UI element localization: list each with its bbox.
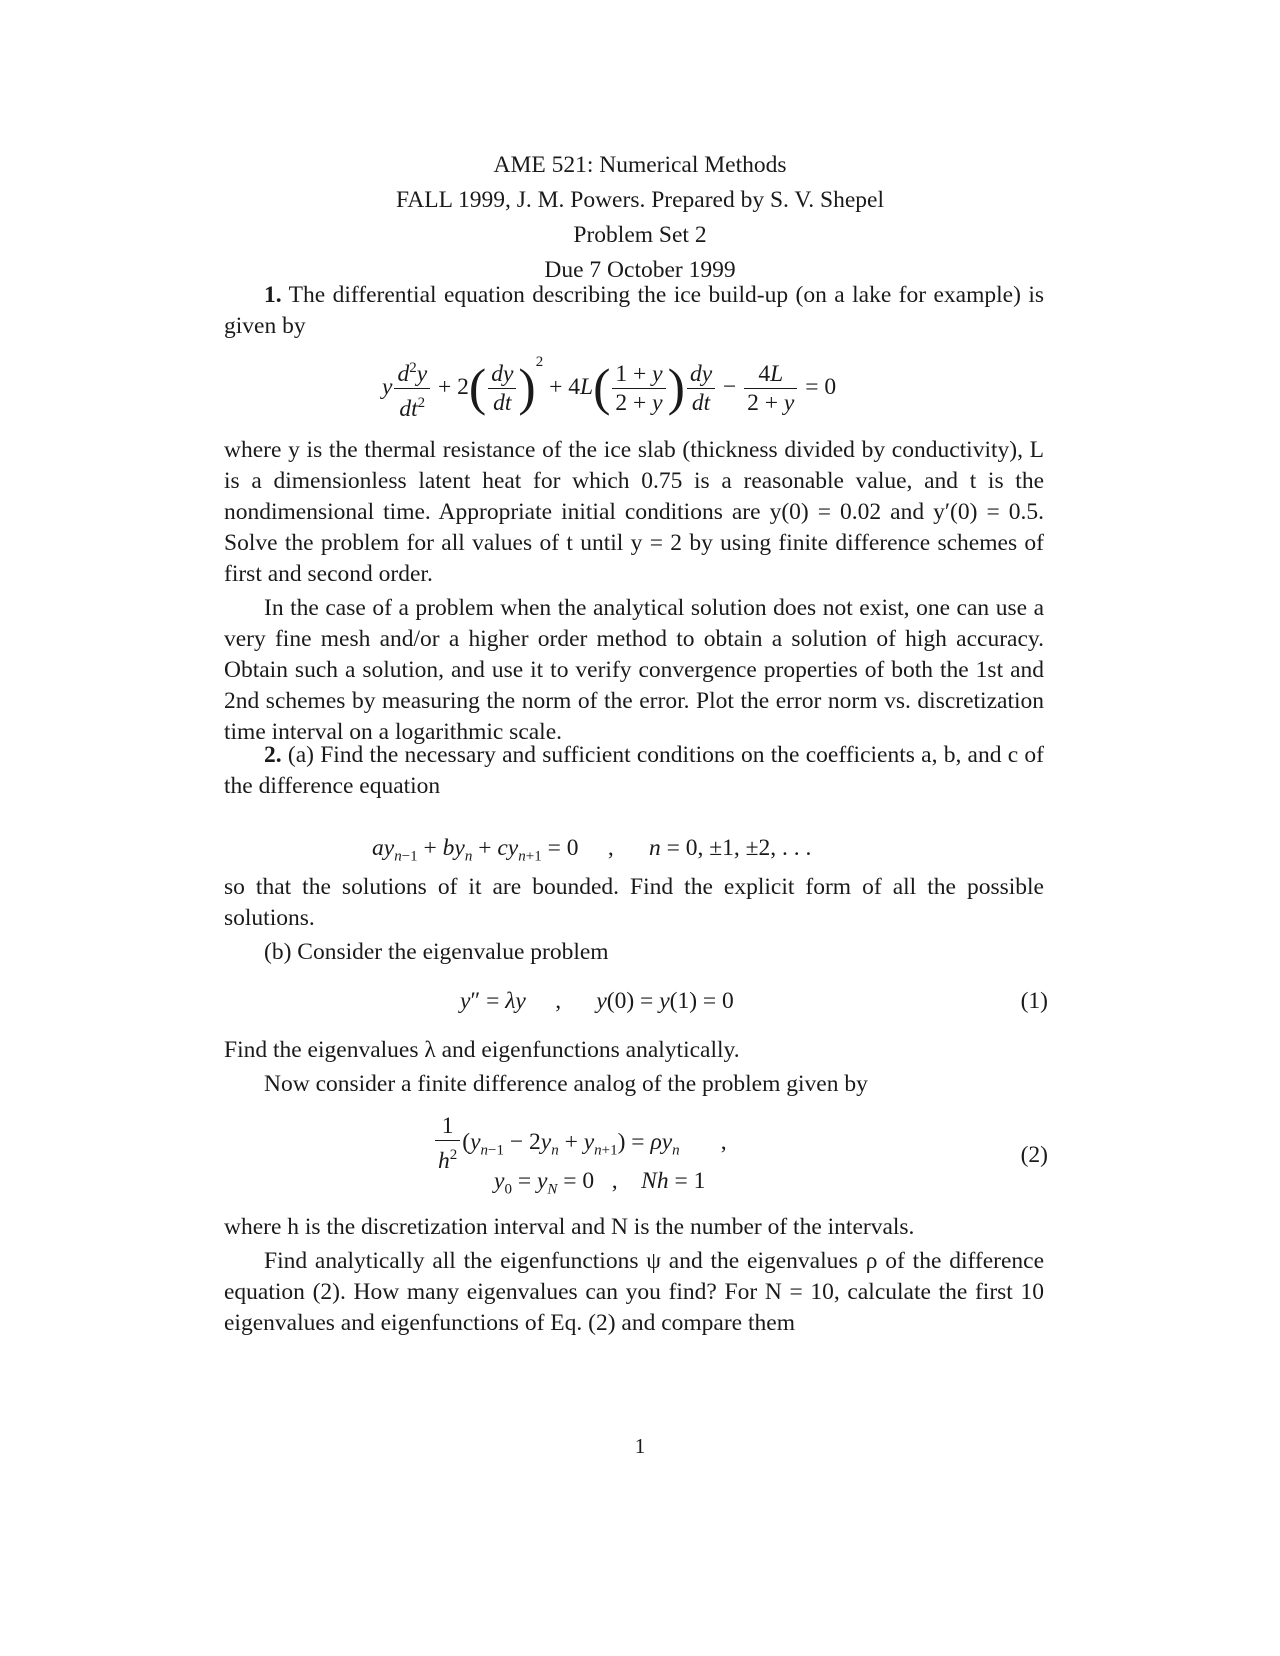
problem-2a — [224, 740, 1044, 802]
problem-2-number: 2. — [264, 742, 282, 768]
problem-2a-after — [224, 872, 1044, 968]
final-task-text: Find analytically all the eigenfunctions ψ and the eigenvalues ρ of the difference equation (2). How many eigenvalues can you find? For N = 10, calculate the first 10 eigenvalues and eigenfunctions of Eq. (2) and compare them — [224, 1248, 1044, 1336]
finite-difference-intro: Now consider a finite difference analog of the problem given by — [264, 1071, 868, 1097]
page-number: 1 — [634, 1434, 646, 1458]
course-title: AME 521: Numerical Methods — [493, 152, 787, 178]
problem-1-body — [224, 435, 1044, 748]
discretization-text: where h is the discretization interval and N is the number of the intervals. — [224, 1214, 915, 1240]
problem-1-intro-text: The differential equation describing the ice build-up (on a lake for example) is given by — [224, 282, 1045, 339]
eigen-analytic-text: Find the eigenvalues λ and eigenfunctions analytically. — [224, 1037, 740, 1063]
due-date: Due 7 October 1999 — [544, 257, 736, 283]
document-header — [0, 148, 1280, 288]
problem-2a-after-text: so that the solutions of it are bounded. Find the explicit form of all the possible solutions. — [224, 874, 1044, 931]
problem-1-description: where y is the thermal resistance of the ice slab (thickness divided by conductivity), L is a dimensionless latent heat for which 0.75 is a reasonable value, and t is the nondimensional time. Appropriate initial conditions are y(0) = 0.02 and y′(0) = 0.5. Solve the problem for all values of t until y = 2 by using finite difference schemes of first and second order. — [224, 437, 1044, 587]
equation-1-label: (1) — [1020, 988, 1048, 1014]
equation-2-label: (2) — [1020, 1142, 1048, 1168]
problem-1-intro — [224, 280, 1044, 342]
problem-1-number: 1. — [264, 282, 282, 308]
document-page: AME 521: Numerical Methods FALL 1999, J. M. Powers. Prepared by S. V. Shepel Problem Set 2 Due 7 October 1999 1. The differential equation describing the ice build-up (on a lake for example) is given by y $\frac{d^2y}{dt^2}$ + 2( $\frac{dy}{dt}$ )$^2$ + 4L( $\frac{1 + y}{2 + y}$ ) $\frac{dy}{dt}$ − $\frac{4L}{2 + y}$ = 0 where y is the thermal resistance of the ice slab (thickness divided by conductivity), L is a dimensionless latent heat for which 0.75 is a reasonable value, and t is the nondimensional time. Appropriate initial conditions are y(0) = 0.02 and y′(0) = 0.5. Solve the problem for all values of t until y = 2 by using finite difference schemes of first and second order. In the case of a problem when the analytical solution does not exist, one can use a very fine mesh and/or a higher order method to obtain a solution of high accuracy. Obtain such a solution, and use it to verify convergence properties of both the 1st and 2nd schemes by measuring the norm of the error. Plot the error norm vs. discretization time interval on a logarithmic scale. 2. (a) Find the necessary and sufficient conditions on the coefficients a, b, and c of the difference equation $ay_{n-1} + by_n + cy_{n+1} = 0$ , n = 0, ±1, ±2, . . . so that the solutions of it are bounded. Find the explicit form of all the possible solutions. (b) Consider the eigenvalue problem y″ = λy , y(0) = y(1) = 0 (1) Find the eigenvalues λ and eigenfunctions analytically. Now consider a finite difference analog of the problem given by $\frac{1}{h^2}$ $(y_{n-1} - 2y_n + y_{n+1}) = \rho y_n$ , $y_0 = y_N = 0$ , Nh = 1 (2) where h is the discretization interval and N is the number of the intervals. Find analytically all the eigenfunctions ψ and the eigenvalues ρ of the difference equation (2). How many eigenvalues can you find? For N = 10, calculate the first 10 eigenvalues and eigenfunctions of Eq. (2) and compare them 1 — [0, 0, 1280, 1656]
problem-2b-body — [224, 1035, 1044, 1100]
problem-1-paragraph-2: In the case of a problem when the analytical solution does not exist, one can use a very fine mesh and/or a higher order method to obtain a solution of high accuracy. Obtain such a solution, and use it to verify convergence properties of both the 1st and 2nd schemes by measuring the norm of the error. Plot the error norm vs. discretization time interval on a logarithmic scale. — [224, 595, 1044, 745]
term-line: FALL 1999, J. M. Powers. Prepared by S. V. Shepel — [395, 187, 885, 213]
problem-2a-text: (a) Find the necessary and sufficient conditions on the coefficients a, b, and c of the difference equation — [224, 742, 1044, 799]
problem-set-title: Problem Set 2 — [573, 222, 707, 248]
problem-2b-final — [224, 1212, 1044, 1339]
problem-2b-text: (b) Consider the eigenvalue problem — [264, 939, 609, 965]
